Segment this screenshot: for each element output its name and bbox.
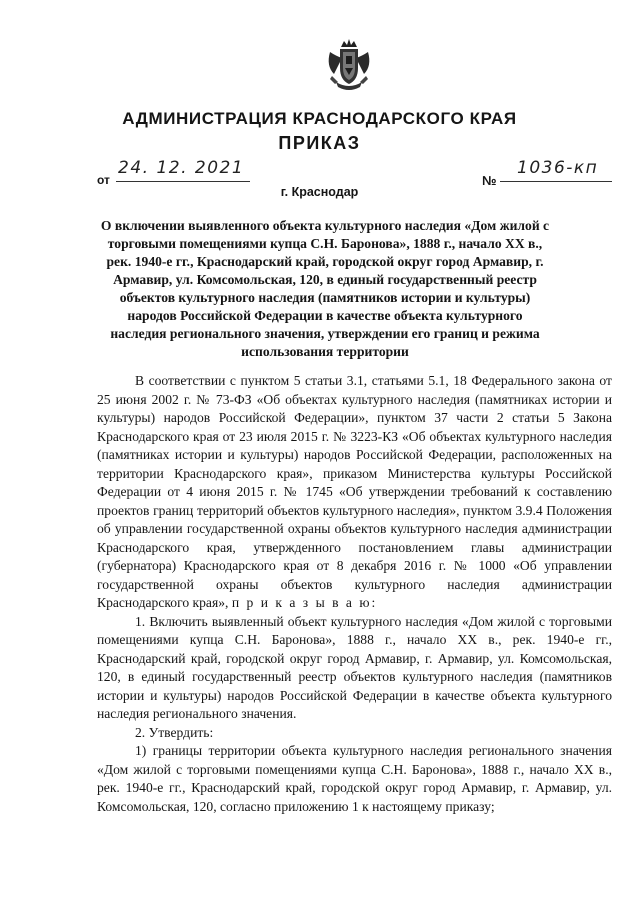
number-handwritten: 1036-кп — [517, 158, 599, 178]
order-word: п р и к а з ы в а ю: — [231, 595, 378, 610]
organization-title: АДМИНИСТРАЦИЯ КРАСНОДАРСКОГО КРАЯ — [122, 109, 517, 128]
item-2-paragraph: 2. Утвердить: — [135, 724, 214, 740]
document-subject: О включении выявленного объекта культурного наследия «Дом жилой с торговыми помещениями купца С.Н. Баронова», 1888 г., начало XX в., рек. 1940-е гг., Краснодарский край, городской округ город Армавир, г. Армавир, ул. Комсомольская, 120, в единый государственный реестр объектов культурного наследия (памятников истории и культуры) народов Российской Федерации в качестве объекта культурного наследия регионального значения, утверждении его границ и режима использования территории — [100, 218, 550, 359]
item-2-1-paragraph: 1) границы территории объекта культурного наследия регионального значения «Дом жилой с торговыми помещениями купца С.Н. Баронова», 1888 г., начало XX в., рек. 1940-е гг., Краснодарский край, городской округ город Армавир, г. Армавир, ул. Комсомольская, 120, согласно приложению 1 к настоящему приказу; — [97, 743, 612, 814]
document-type: ПРИКАЗ — [278, 133, 361, 153]
number-underline — [500, 181, 612, 182]
preamble-text: В соответствии с пунктом 5 статьи 3.1, статьями 5.1, 18 Федерального закона от 25 июня 2002 г. № 73-ФЗ «Об объектах культурного наследия (памятниках истории и культуры) народов Российской Федерации», пунктом 37 части 2 статьи 5 Закона Краснодарского края от 23 июля 2015 г. № 3223-КЗ «Об объектах культурного наследия (памятниках истории и культуры) народов Российской Федерации, расположенных на территории Краснодарского края», приказом Министерства культуры Российской Федерации от 4 июня 2015 г. № 1745 «Об утверждении требований к составлению проектов границ территорий объектов культурного наследия», пунктом 3.9.4 Положения об управлении государственной охраны объектов культурного наследия администрации Краснодарского края, утвержденного постановлением главы администрации (губернатора) Краснодарского края от 8 декабря 2016 г. № 1000 «Об управлении государственной охраны объектов культурного наследия администрации Краснодарского края», — [97, 373, 612, 610]
date-handwritten: 24. 12. 2021 — [118, 158, 245, 178]
date-underline — [116, 181, 250, 182]
coat-of-arms-icon — [326, 38, 372, 92]
item-1-paragraph: 1. Включить выявленный объект культурного наследия «Дом жилой с торговыми помещениями купца С.Н. Баронова», 1888 г., начало XX в., рек. 1940-е гг., Краснодарский край, городской округ город Армавир, г. Армавир, ул. Комсомольская, 120, в единый государственный реестр объектов культурного наследия (памятников истории и культуры) народов Российской Федерации в качестве объекта культурного наследия регионального значения. — [97, 613, 612, 721]
document-body — [97, 372, 612, 816]
date-label: от — [97, 173, 110, 187]
number-label: № — [482, 173, 497, 188]
city: г. Краснодар — [280, 185, 359, 199]
preamble-paragraph — [97, 372, 612, 613]
